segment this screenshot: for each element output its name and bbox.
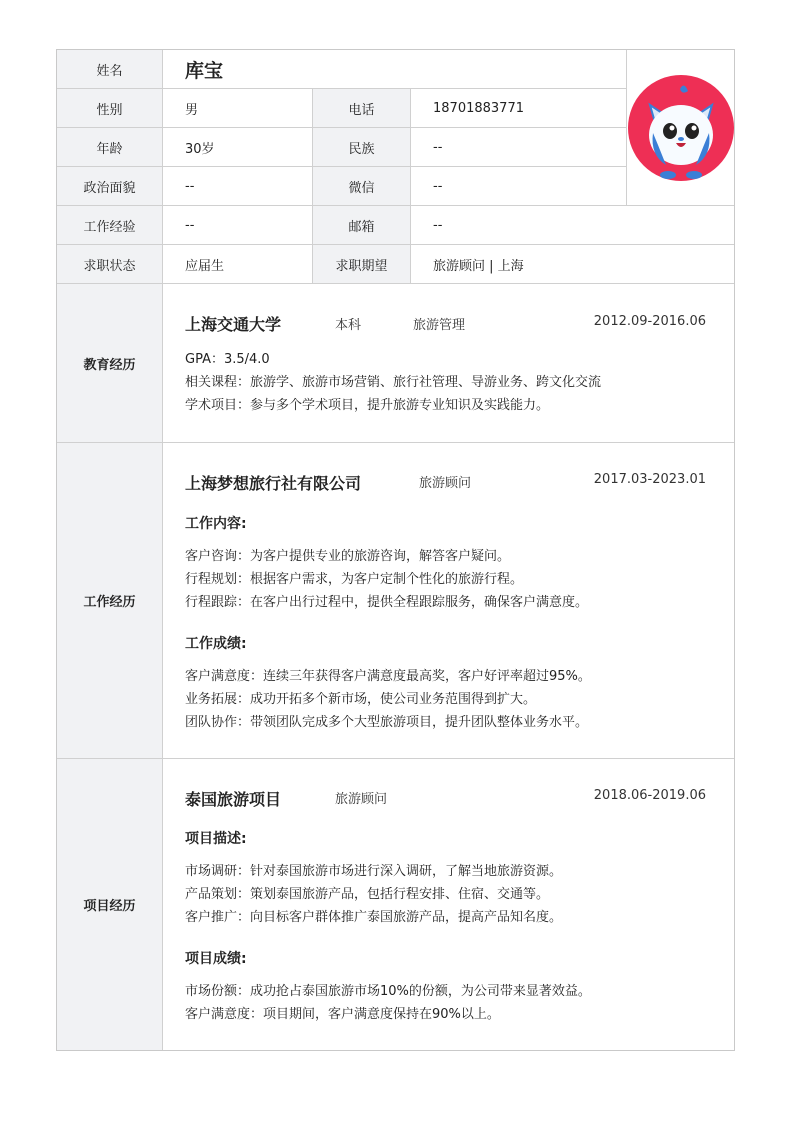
ethnicity-value: --: [411, 128, 627, 167]
cat-mascot-avatar-icon: [628, 75, 734, 181]
project-result-title: 项目成绩:: [185, 951, 247, 967]
status-label: 求职状态: [57, 245, 163, 284]
work-content-line: 行程规划：根据客户需求，为客户定制个性化的旅游行程。: [185, 572, 524, 587]
avatar: [627, 50, 734, 206]
education-label: 教育经历: [57, 284, 163, 443]
phone-label: 电话: [313, 89, 411, 128]
gender-label: 性别: [57, 89, 163, 128]
name-value: 库宝: [163, 50, 627, 89]
political-value: --: [163, 167, 313, 206]
work-content-line: 行程跟踪：在客户出行过程中，提供全程跟踪服务，确保客户满意度。: [185, 595, 589, 610]
age-label: 年龄: [57, 128, 163, 167]
project-section: [163, 759, 734, 1050]
political-label: 政治面貌: [57, 167, 163, 206]
major: 旅游管理: [413, 318, 466, 333]
company-name: 上海梦想旅行社有限公司: [185, 474, 362, 493]
project-label: 项目经历: [57, 759, 163, 1050]
education-period: 2012.09-2016.06: [593, 314, 706, 329]
project-role: 旅游顾问: [335, 792, 388, 807]
ethnicity-label: 民族: [313, 128, 411, 167]
project-result-line: 客户满意度：项目期间，客户满意度保持在90%以上。: [185, 1007, 500, 1022]
status-value: 应届生: [163, 245, 313, 284]
project-desc-line: 市场调研：针对泰国旅游市场进行深入调研，了解当地旅游资源。: [185, 864, 563, 879]
school-name: 上海交通大学: [185, 315, 282, 334]
degree: 本科: [335, 318, 362, 333]
resume-sheet: [56, 49, 735, 1051]
work-result-line: 业务拓展：成功开拓多个新市场，使公司业务范围得到扩大。: [185, 692, 537, 707]
project-name: 泰国旅游项目: [185, 790, 282, 809]
gender-value: 男: [163, 89, 313, 128]
project-desc-line: 客户推广：向目标客户群体推广泰国旅游产品，提高产品知名度。: [185, 910, 563, 925]
work-label: 工作经历: [57, 443, 163, 759]
project-desc-title: 项目描述:: [185, 831, 247, 847]
experience-label: 工作经验: [57, 206, 163, 245]
wechat-value: --: [411, 167, 627, 206]
work-role: 旅游顾问: [419, 476, 472, 491]
work-content-title: 工作内容:: [185, 516, 247, 532]
education-line: 相关课程：旅游学、旅游市场营销、旅行社管理、导游业务、跨文化交流: [185, 375, 602, 390]
work-section: [163, 443, 734, 759]
name-label: 姓名: [57, 50, 163, 89]
email-label: 邮箱: [313, 206, 411, 245]
education-line: GPA：3.5/4.0: [185, 352, 270, 367]
experience-value: --: [163, 206, 313, 245]
expect-value: 旅游顾问 | 上海: [411, 245, 734, 284]
education-line: 学术项目：参与多个学术项目，提升旅游专业知识及实践能力。: [185, 398, 550, 413]
work-result-title: 工作成绩:: [185, 636, 247, 652]
work-period: 2017.03-2023.01: [593, 472, 706, 487]
wechat-label: 微信: [313, 167, 411, 206]
education-section: [163, 284, 734, 443]
project-period: 2018.06-2019.06: [593, 788, 706, 803]
project-result-line: 市场份额：成功抢占泰国旅游市场10%的份额，为公司带来显著效益。: [185, 984, 591, 999]
email-value: --: [411, 206, 734, 245]
expect-label: 求职期望: [313, 245, 411, 284]
phone-value: 18701883771: [411, 89, 627, 128]
work-content-line: 客户咨询：为客户提供专业的旅游咨询，解答客户疑问。: [185, 549, 511, 564]
project-desc-line: 产品策划：策划泰国旅游产品，包括行程安排、住宿、交通等。: [185, 887, 550, 902]
work-result-line: 团队协作：带领团队完成多个大型旅游项目，提升团队整体业务水平。: [185, 715, 589, 730]
work-result-line: 客户满意度：连续三年获得客户满意度最高奖，客户好评率超过95%。: [185, 669, 591, 684]
age-value: 30岁: [163, 128, 313, 167]
